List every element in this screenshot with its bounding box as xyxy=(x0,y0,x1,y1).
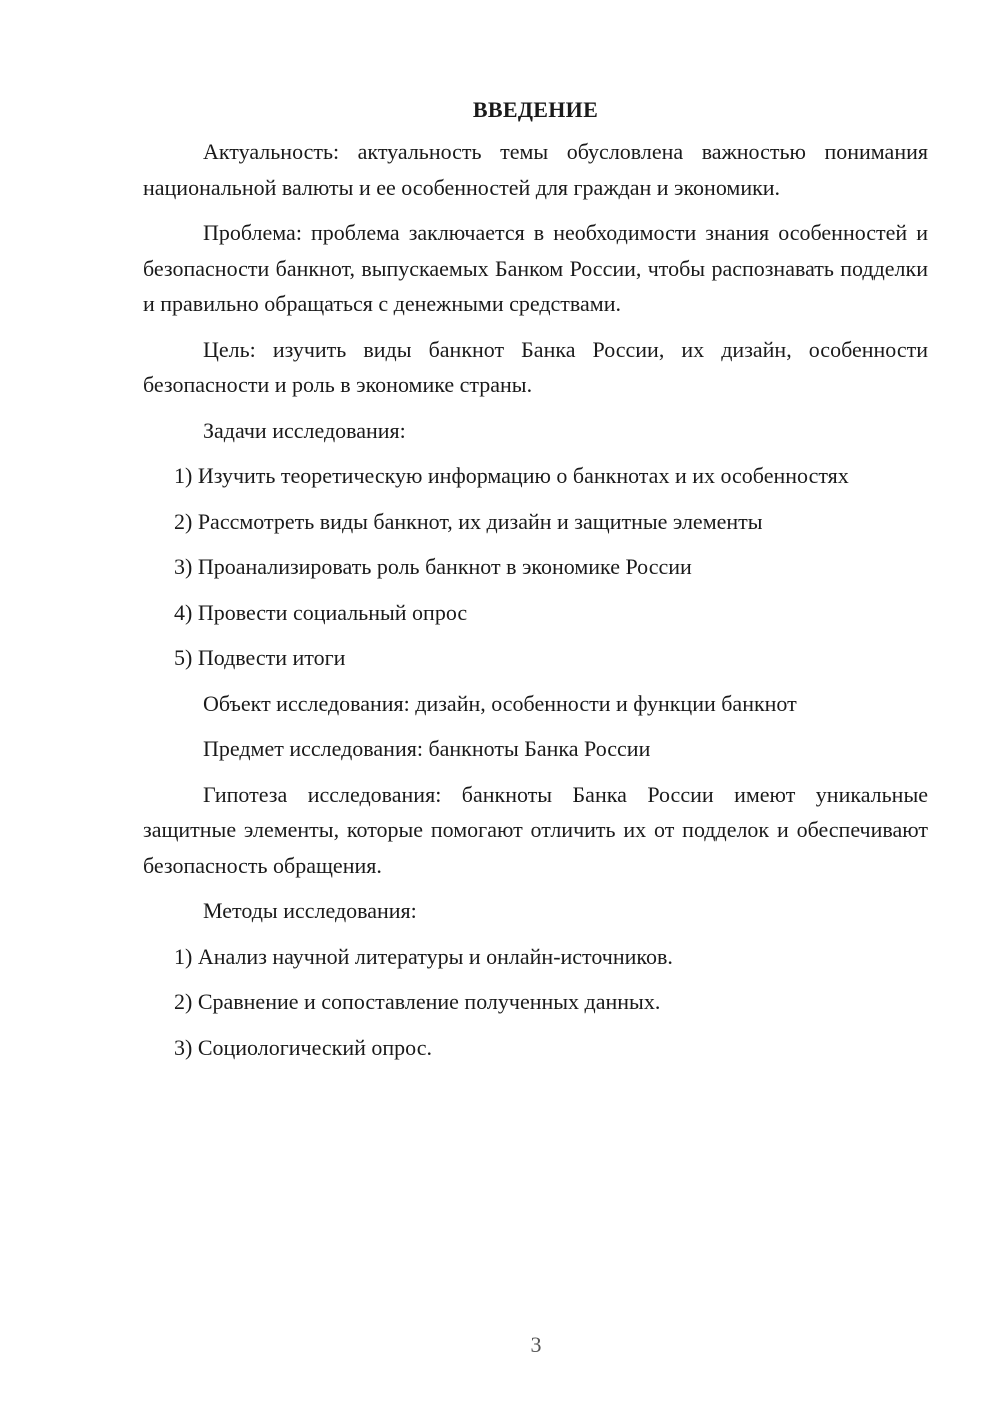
document-page xyxy=(143,93,928,1075)
section-title: ВВЕДЕНИЕ xyxy=(472,97,599,122)
research-subject: Предмет исследования: банкноты Банка России xyxy=(203,736,651,761)
tasks-heading: Задачи исследования: xyxy=(203,417,406,443)
task-item: 3) Проанализировать роль банкнот в экономике России xyxy=(174,554,692,579)
task-item: 4) Провести социальный опрос xyxy=(174,599,468,625)
task-item: 5) Подвести итоги xyxy=(174,645,346,670)
method-item: 2) Сравнение и сопоставление полученных данных. xyxy=(174,989,661,1014)
goal-paragraph: Цель: изучить виды банкнот Банка России, их дизайн, особенности безопасности и роль в экономике страны. xyxy=(143,336,928,397)
task-item: 1) Изучить теоретическую информацию о банкнотах и их особенностях xyxy=(174,463,849,488)
method-item: 3) Социологический опрос. xyxy=(174,1034,432,1060)
problem-paragraph: Проблема: проблема заключается в необходимости знания особенностей и безопасности банкнот, выпускаемых Банком России, чтобы распознавать подделки и правильно обращаться с денежными средствами. xyxy=(143,220,928,316)
page-number: 3 xyxy=(530,1332,542,1357)
research-object: Объект исследования: дизайн, особенности и функции банкнот xyxy=(203,690,797,716)
relevance-paragraph: Актуальность: актуальность темы обусловлена важностью понимания национальной валюты и ее особенностей для граждан и экономики. xyxy=(143,139,928,200)
task-item: 2) Рассмотреть виды банкнот, их дизайн и защитные элементы xyxy=(174,508,763,534)
methods-heading: Методы исследования: xyxy=(203,898,417,923)
method-item: 1) Анализ научной литературы и онлайн-источников. xyxy=(174,943,673,969)
research-hypothesis: Гипотеза исследования: банкноты Банка России имеют уникальные защитные элементы, которые помогают отличить их от подделок и обеспечивают безопасность обращения. xyxy=(143,781,928,878)
